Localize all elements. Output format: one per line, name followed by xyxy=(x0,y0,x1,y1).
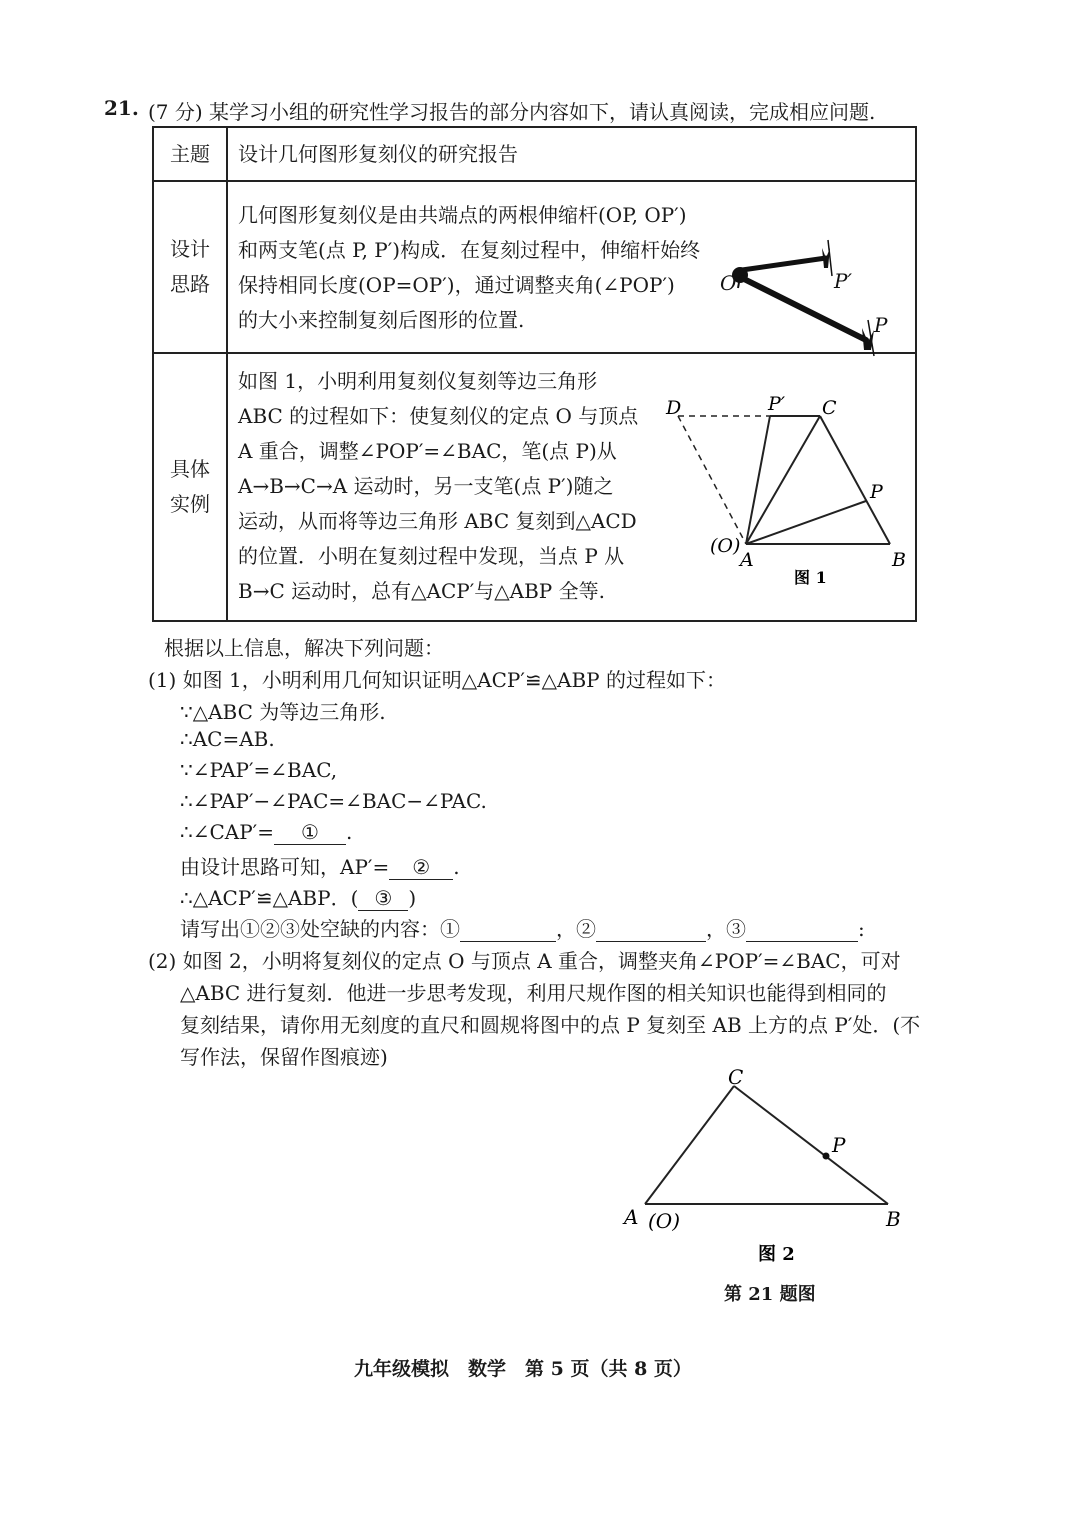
answer-blank-3[interactable] xyxy=(746,917,858,942)
fig2-point-P xyxy=(823,1153,830,1160)
example-line: A→B→C→A 运动时，另一支笔(点 P′)随之 xyxy=(238,474,614,498)
figure-2 xyxy=(610,1060,930,1310)
fig1-label-D: D xyxy=(666,397,682,419)
part2-line: (2) 如图 2，小明将复刻仪的定点 O 与顶点 A 重合，调整夹角∠POP′=∠BAC，可对 xyxy=(148,949,901,973)
figure-1 xyxy=(660,390,910,590)
proof-step: ∵∠PAP′=∠BAC, xyxy=(180,758,338,782)
proof-step: ∵△ABC 为等边三角形. xyxy=(180,700,386,724)
example-line: 如图 1，小明利用复刻仪复刻等边三角形 xyxy=(238,369,598,393)
proof-step-blank1: ∴∠CAP′= ① . xyxy=(180,820,353,844)
fig2-label-B: B xyxy=(886,1207,901,1231)
example-line: A 重合，调整∠POP′=∠BAC，笔(点 P)从 xyxy=(238,439,617,463)
answer-prompt: 请写出①②③处空缺的内容：① ，② ，③ : xyxy=(180,917,865,941)
fig1-label-Pp: P′ xyxy=(768,393,786,415)
part1-lead: (1) 如图 1，小明利用几何知识证明△ACP′≌△ABP 的过程如下： xyxy=(148,668,726,692)
tool-label-P: P xyxy=(874,313,888,337)
intro-text: 根据以上信息，解决下列问题： xyxy=(164,636,444,660)
example-line: 运动，从而将等边三角形 ABC 复刻到△ACD xyxy=(238,509,637,533)
figure-title: 第 21 题图 xyxy=(724,1284,816,1305)
question-number: 21. xyxy=(104,96,139,120)
fig1-label-P: P xyxy=(870,481,883,503)
tool-label-Pp: P′ xyxy=(834,269,852,293)
fig1-label-C: C xyxy=(822,397,837,419)
design-line: 几何图形复刻仪是由共端点的两根伸缩杆(OP, OP′) xyxy=(238,203,687,227)
fig2-label-C: C xyxy=(728,1065,744,1089)
design-line: 和两支笔(点 P, P′)构成．在复刻过程中，伸缩杆始终 xyxy=(238,238,701,262)
answer-blank-1[interactable] xyxy=(460,917,556,942)
fig1-label-O: (O) xyxy=(710,535,741,557)
example-line: ABC 的过程如下：使复刻仪的定点 O 与顶点 xyxy=(238,404,639,428)
example-line: 的位置．小明在复刻过程中发现，当点 P 从 xyxy=(238,544,625,568)
fig2-caption: 图 2 xyxy=(758,1244,795,1265)
tool-label-O: O xyxy=(720,271,737,295)
part2-line: △ABC 进行复刻．他进一步思考发现，利用尺规作图的相关知识也能得到相同的 xyxy=(180,981,887,1005)
blank-3[interactable]: ③ xyxy=(358,886,408,911)
design-line: 的大小来控制复刻后图形的位置. xyxy=(238,308,525,332)
fig1-caption: 图 1 xyxy=(794,568,827,587)
fig1-label-A: A xyxy=(740,549,754,571)
topic-label: 主题 xyxy=(153,127,227,181)
proof-step: ∴∠PAP′−∠PAC=∠BAC−∠PAC. xyxy=(180,789,487,813)
question-header: (7 分) 某学习小组的研究性学习报告的部分内容如下，请认真阅读，完成相应问题. xyxy=(148,100,876,124)
part2-line: 复刻结果，请你用无刻度的直尺和圆规将图中的点 P 复刻至 AB 上方的点 P′处．(不 xyxy=(180,1013,921,1037)
blank-2[interactable]: ② xyxy=(389,855,453,880)
design-label: 设计思路 xyxy=(153,181,227,353)
blank-1[interactable]: ① xyxy=(274,820,346,845)
proof-step-blank3: ∴△ACP′≌△ABP．( ③ ) xyxy=(180,886,417,910)
copier-tool-figure xyxy=(720,190,898,340)
fig2-label-P: P xyxy=(832,1133,846,1157)
example-line: B→C 运动时，总有△ACP′与△ABP 全等. xyxy=(238,579,605,603)
fig2-label-O: (O) xyxy=(648,1209,681,1233)
topic-text: 设计几何图形复刻仪的研究报告 xyxy=(227,127,916,181)
proof-step: ∴AC=AB. xyxy=(180,727,275,751)
design-line: 保持相同长度(OP=OP′)，通过调整夹角(∠POP′) xyxy=(238,273,675,297)
part2-line: 写作法，保留作图痕迹) xyxy=(180,1045,388,1069)
proof-step-blank2: 由设计思路可知，AP′= ② . xyxy=(180,855,460,879)
fig2-label-A: A xyxy=(624,1205,639,1229)
page-footer: 九年级模拟 数学 第 5 页（共 8 页） xyxy=(354,1358,692,1380)
answer-blank-2[interactable] xyxy=(596,917,706,942)
fig1-label-B: B xyxy=(892,549,906,571)
example-label: 具体实例 xyxy=(153,353,227,621)
design-cell xyxy=(227,181,916,353)
